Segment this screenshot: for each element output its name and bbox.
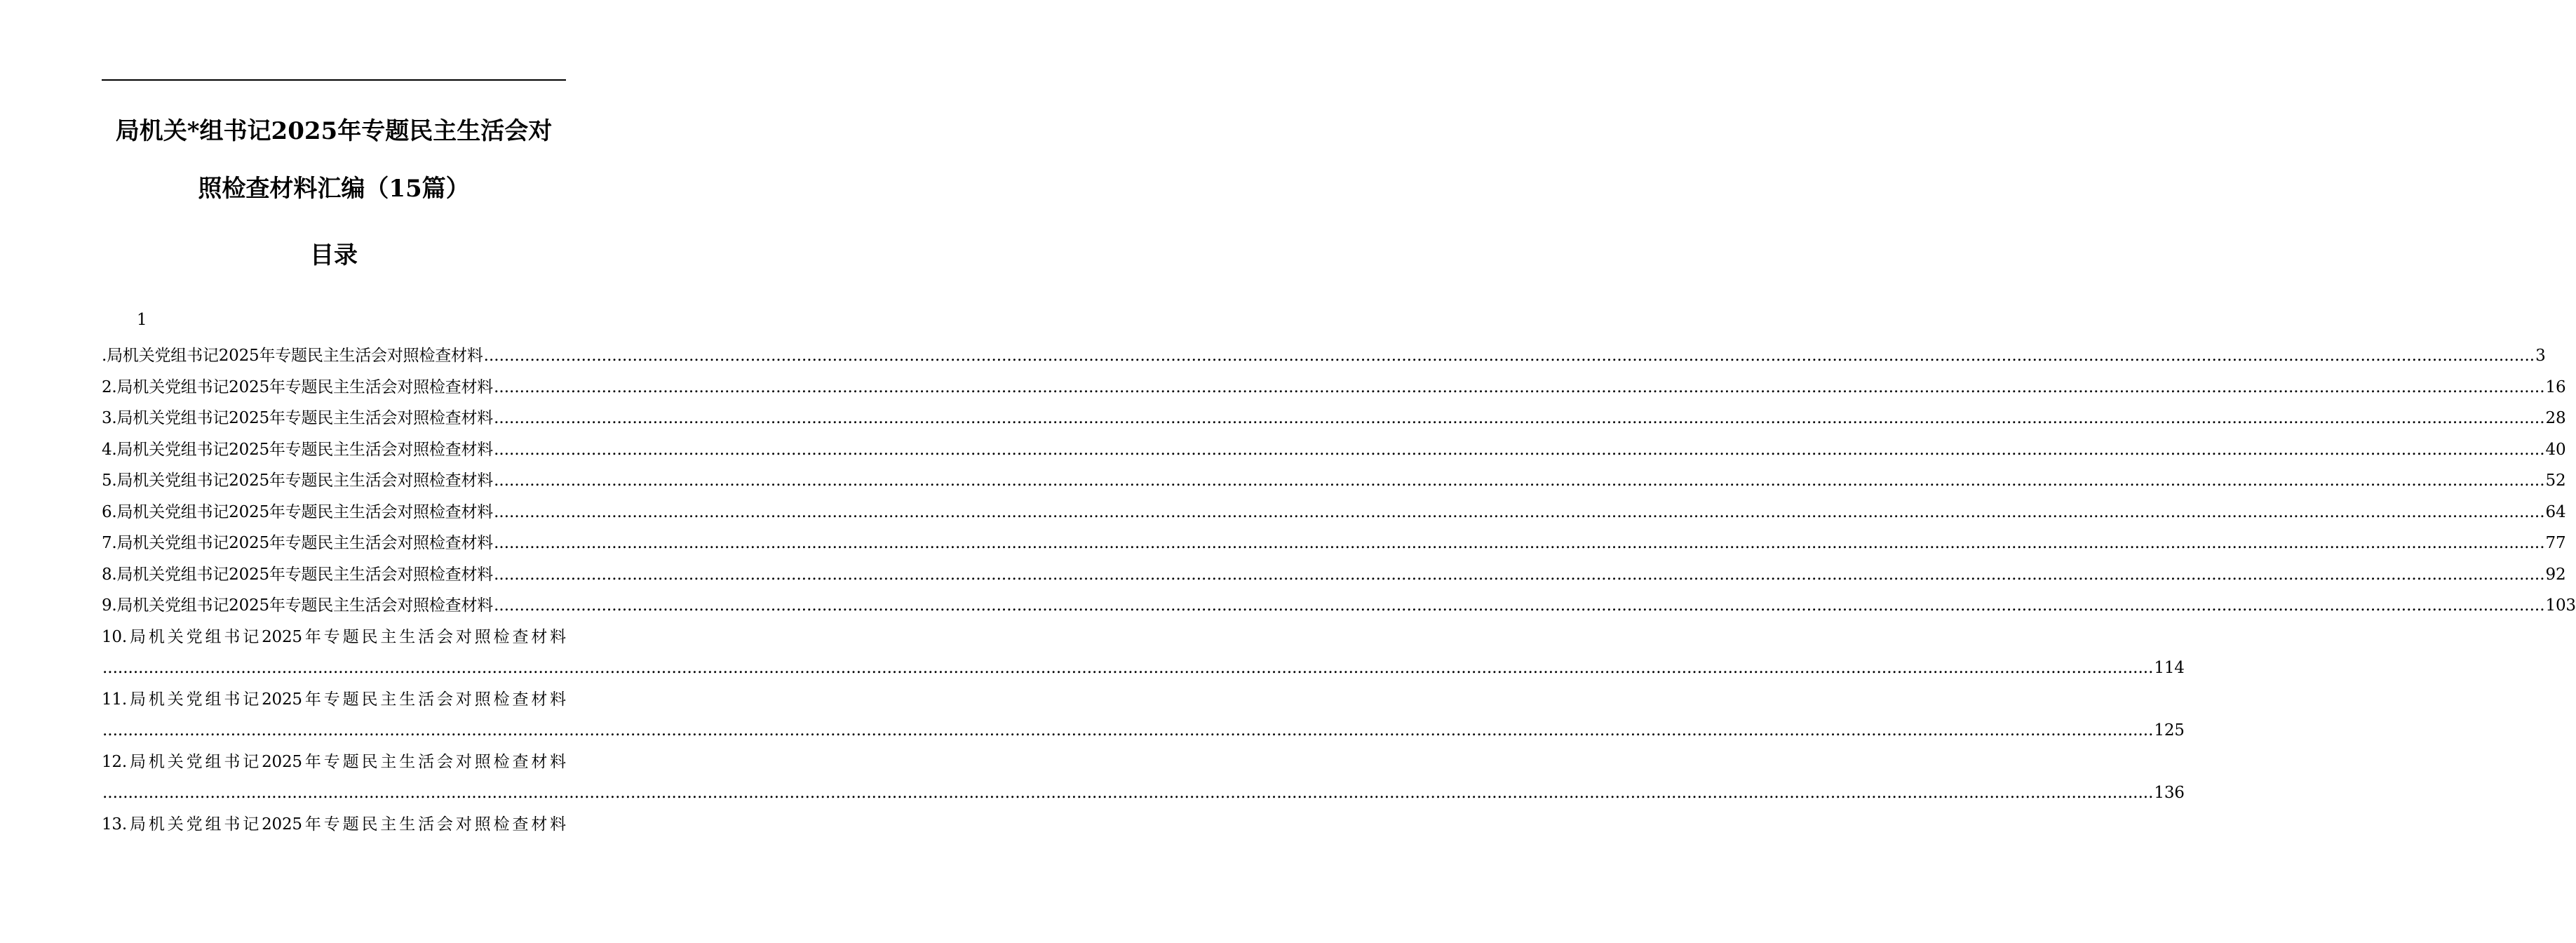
toc-entry[interactable] [102, 684, 2185, 747]
toc-entry-title: 局机关党组书记2025年专题民主生活会对照检查材料 [116, 502, 494, 521]
toc-entry[interactable] [102, 340, 2546, 372]
toc-heading: 目录 [310, 241, 358, 269]
toc-entry-title: .局机关党组书记2025年专题民主生活会对照检查材料 [102, 347, 483, 365]
toc-entry-page: 40 [2545, 440, 2566, 459]
toc-entry[interactable] [102, 465, 2566, 497]
toc-leader-dots: ................................................................................................................................................................................................................................................................................................................................................................................................................ [494, 440, 2545, 459]
toc-entry-page: 3 [2535, 347, 2546, 365]
header-rule [102, 79, 566, 81]
toc-entry-number: 4. [102, 440, 117, 459]
toc-entry-number: 8. [102, 565, 117, 584]
toc-entry-title: 局机关党组书记2025年专题民主生活会对照检查材料 [116, 440, 494, 459]
toc-leader-dots: ................................................................................................................................................................................................................................................................................................................................................................................................................ [494, 502, 2545, 521]
toc-entry-title: 局机关党组书记2025年专题民主生活会对照检查材料 [116, 409, 494, 427]
toc-entry-page: 16 [2545, 377, 2566, 396]
toc-entry-number: 3. [102, 409, 117, 427]
toc-entry-title: 局机关党组书记2025年专题民主生活会对照检查材料 [116, 534, 494, 552]
toc-entry-number: 6. [102, 502, 117, 521]
toc-leader-dots: ................................................................................................................................................................................................................................................................................................................................................................................................................ [494, 534, 2545, 552]
toc-entry-page: 28 [2545, 409, 2566, 427]
toc-entry-page: 114 [2154, 659, 2185, 677]
table-of-contents [102, 340, 2576, 840]
document-title [102, 102, 566, 218]
toc-entry-page: 92 [2545, 565, 2566, 584]
toc-orphan-number: 1 [137, 311, 147, 329]
toc-entry-number: 2. [102, 377, 117, 396]
toc-entry-page: 136 [2154, 784, 2185, 802]
toc-leader-dots: ................................................................................................................................................................................................................................................................................................................................................................................................................ [102, 784, 2154, 802]
toc-entry-number: 11. [102, 690, 127, 709]
toc-entry[interactable] [102, 622, 2185, 684]
toc-leader-dots: ................................................................................................................................................................................................................................................................................................................................................................................................................ [494, 409, 2545, 427]
toc-entry[interactable] [102, 372, 2566, 403]
toc-entry-page: 103 [2545, 596, 2576, 615]
toc-entry-number: 9. [102, 596, 117, 615]
toc-leader-dots: ................................................................................................................................................................................................................................................................................................................................................................................................................ [494, 565, 2545, 584]
toc-entry-number: 7. [102, 534, 117, 552]
toc-entry-title: 局机关党组书记2025年专题民主生活会对照检查材料 [126, 690, 566, 709]
toc-entry-number: 10. [102, 627, 127, 646]
toc-entry[interactable] [102, 559, 2566, 591]
toc-entry-title: 局机关党组书记2025年专题民主生活会对照检查材料 [116, 596, 494, 615]
title-line-1: 局机关*组书记2025年专题民主生活会对 [115, 117, 553, 145]
toc-entry-number: 13. [102, 815, 127, 834]
toc-entry-number: 5. [102, 472, 117, 490]
toc-leader-dots: ................................................................................................................................................................................................................................................................................................................................................................................................................ [102, 659, 2154, 677]
toc-entry-page: 77 [2545, 534, 2566, 552]
toc-entry-title: 局机关党组书记2025年专题民主生活会对照检查材料 [126, 627, 566, 646]
toc-entry-page: 52 [2545, 472, 2566, 490]
toc-entry-title: 局机关党组书记2025年专题民主生活会对照检查材料 [116, 565, 494, 584]
toc-leader-dots: ................................................................................................................................................................................................................................................................................................................................................................................................................ [102, 721, 2154, 740]
toc-entry-title: 局机关党组书记2025年专题民主生活会对照检查材料 [126, 815, 566, 834]
toc-entry-title: 局机关党组书记2025年专题民主生活会对照检查材料 [116, 472, 494, 490]
toc-entry[interactable] [102, 497, 2566, 528]
toc-entry[interactable] [102, 747, 2185, 809]
toc-entry[interactable] [102, 590, 2576, 622]
toc-entry[interactable] [102, 528, 2566, 559]
toc-entry[interactable] [102, 434, 2566, 466]
toc-entry-page: 125 [2154, 721, 2185, 740]
toc-entry-title: 局机关党组书记2025年专题民主生活会对照检查材料 [126, 752, 566, 771]
toc-entry[interactable] [102, 809, 566, 841]
toc-leader-dots: ................................................................................................................................................................................................................................................................................................................................................................................................................ [494, 472, 2545, 490]
toc-entry-number: 12. [102, 752, 127, 771]
toc-entry-page: 64 [2545, 502, 2566, 521]
title-line-2: 照检查材料汇编（15篇） [198, 175, 470, 203]
toc-entry[interactable] [102, 403, 2566, 434]
toc-leader-dots: ................................................................................................................................................................................................................................................................................................................................................................................................................ [494, 377, 2545, 396]
toc-entry-title: 局机关党组书记2025年专题民主生活会对照检查材料 [116, 377, 494, 396]
toc-leader-dots: ................................................................................................................................................................................................................................................................................................................................................................................................................ [483, 347, 2535, 365]
toc-leader-dots: ................................................................................................................................................................................................................................................................................................................................................................................................................ [494, 596, 2545, 615]
